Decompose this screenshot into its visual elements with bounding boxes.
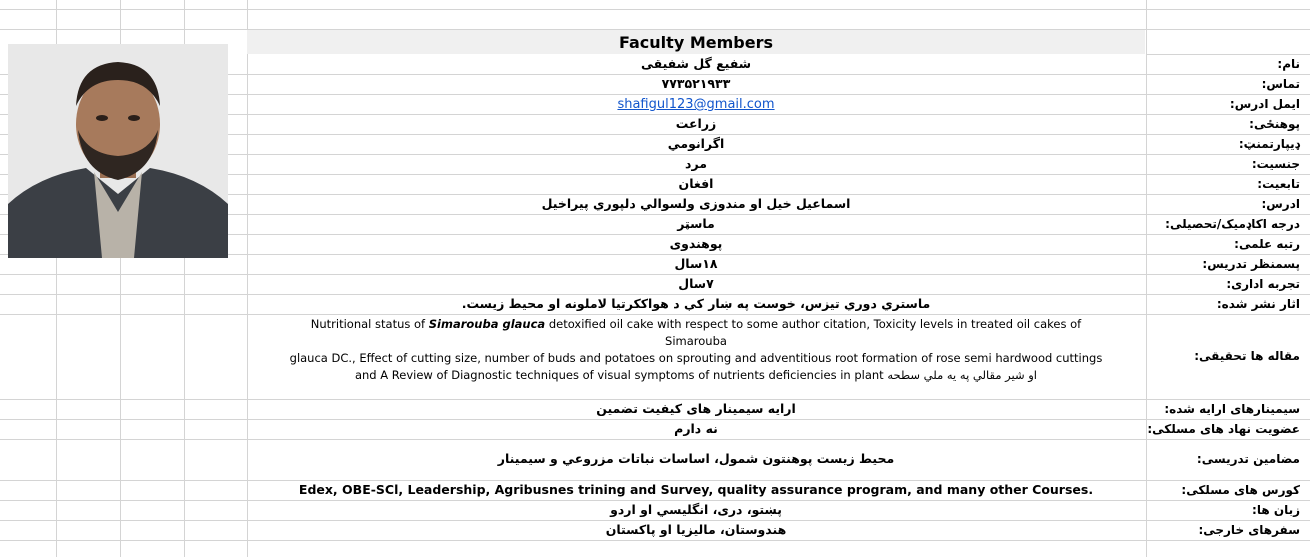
grid-line	[0, 500, 1310, 501]
value-email-cell	[247, 96, 1145, 112]
value-department: اگرانومي	[667, 136, 725, 151]
value-publications: ماستري دوري تيزس، خوست په ښار كې د هواككرتيا لاملونه او محيط زيست.	[461, 296, 931, 311]
sheet-title: Faculty Members	[619, 33, 773, 52]
label-gender: جنسیت:	[1251, 157, 1300, 171]
value-gender: مرد	[685, 156, 707, 171]
value-languages: پښتو، دری، انگلیسي او اردو	[610, 502, 782, 517]
email-link[interactable]: shafigul123@gmail.com	[617, 97, 775, 112]
label-address: ادرس:	[1261, 197, 1300, 211]
value-memberships: نه دارم	[674, 421, 718, 436]
grid-line	[0, 274, 1310, 275]
label-teaching-background: پسمنظر تدریس:	[1202, 257, 1300, 271]
person-portrait-icon	[8, 44, 228, 258]
value-courses: Edex, OBE-SCl, Leadership, Agribusnes trining and Survey, quality assurance program, and many other Courses.	[298, 482, 1094, 497]
grid-line	[0, 480, 1310, 481]
article-text: Nutritional status of	[310, 317, 429, 331]
grid-line	[0, 520, 1310, 521]
label-email: ایمل ادرس:	[1229, 97, 1300, 111]
value-admin-experience: ۷سال	[678, 276, 714, 291]
value-teaching-background: ۱۸سال	[674, 256, 718, 271]
label-languages: زبان ها:	[1252, 503, 1300, 517]
grid-line	[247, 9, 1310, 10]
article-line	[250, 316, 1142, 333]
grid-line	[0, 439, 1310, 440]
label-degree: درجه اکاډمیک/تحصیلی:	[1165, 217, 1300, 231]
label-seminars: سیمینارهای ارایه شده:	[1164, 402, 1300, 416]
label-courses: کورس های مسلکی:	[1181, 483, 1300, 497]
grid-line	[0, 399, 1310, 400]
label-research-articles: مقاله ها تحقیقی:	[1194, 349, 1300, 363]
label-rank: رتبه علمی:	[1234, 237, 1300, 251]
label-department: ډیپارتمنټ:	[1238, 137, 1300, 151]
grid-line	[0, 294, 1310, 295]
value-rank: پوهندوی	[669, 236, 723, 251]
grid-line	[0, 540, 1310, 541]
grid-line	[0, 314, 1310, 315]
label-memberships: عضویت نهاد های مسلکی:	[1147, 422, 1300, 436]
value-subjects: محیط زیست پوهنتون شمول، اساسات نباتات مزروعي و سیمینار	[497, 451, 895, 466]
label-nationality: تابعیت:	[1257, 177, 1300, 191]
value-foreign-travel: هندوستان، مالیزیا او پاکستان	[605, 522, 787, 537]
profile-photo	[8, 44, 228, 258]
grid-line	[1146, 54, 1310, 55]
label-foreign-travel: سفرهای خارجی:	[1198, 523, 1300, 537]
grid-line	[0, 9, 247, 10]
grid-line	[0, 29, 247, 30]
article-line	[250, 367, 1142, 384]
label-contact: تماس:	[1261, 77, 1300, 91]
label-name: نام:	[1277, 57, 1300, 71]
value-address: اسماعیل خیل او مندوزی ولسوالي دلپوري پیراخیل	[541, 196, 851, 211]
grid-line	[0, 419, 1310, 420]
article-line: Simarouba	[665, 334, 727, 348]
article-text: او شير مقالي په يه ملي سطحه	[887, 368, 1038, 382]
value-seminars: ارایه سیمینار های کیفیت تضمین	[596, 401, 796, 416]
article-text: detoxified oil cake with respect to some author citation, Toxicity levels in treated oil cakes of	[545, 317, 1082, 331]
article-species: Simarouba glauca	[428, 317, 546, 331]
label-subjects: مضامین تدریسی:	[1196, 452, 1300, 466]
research-articles-text	[250, 316, 1142, 384]
value-degree: ماسټر	[677, 216, 715, 231]
label-admin-experience: تجربه اداری:	[1226, 277, 1300, 291]
article-line: glauca DC., Effect of cutting size, number of buds and potatoes on sprouting and adventitious root formation of rose semi hardwood cuttings	[289, 351, 1103, 365]
article-text: and A Review of Diagnostic techniques of visual symptoms of nutrients deficiencies in plant	[354, 368, 884, 382]
value-faculty: زراعت	[675, 116, 717, 131]
label-publications: اثار نشر شده:	[1216, 297, 1300, 311]
label-faculty: پوهنځی:	[1249, 117, 1300, 131]
value-contact: ۷۷۳۵۲۱۹۳۳	[661, 76, 731, 91]
value-name: شفیع گل شفیقی	[640, 56, 752, 71]
value-nationality: افغان	[678, 176, 714, 191]
